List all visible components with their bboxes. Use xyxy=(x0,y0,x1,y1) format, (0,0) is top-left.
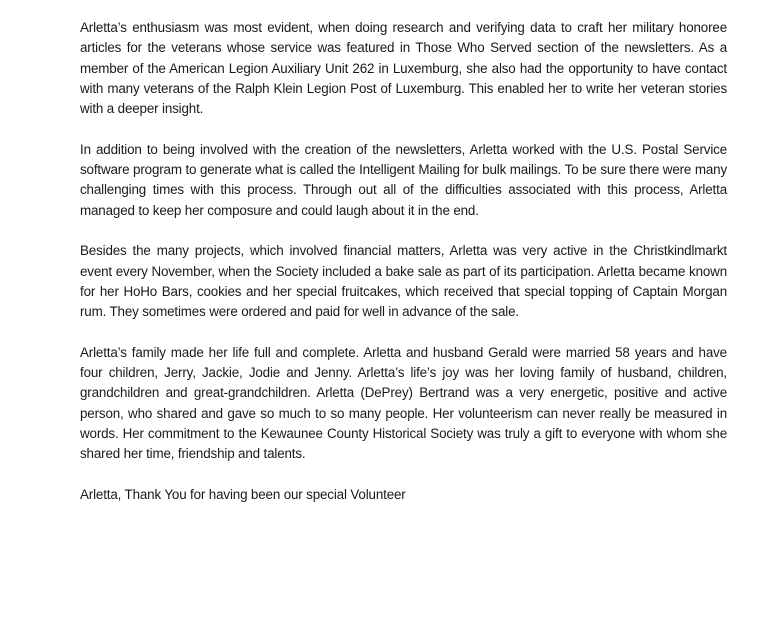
paragraph-christkindlmarkt: Besides the many projects, which involved financial matters, Arletta was very active in the Christkindlmarkt event every November, when the Society included a bake sale as part of its participation. Arletta became known for her HoHo Bars, cookies and her special fruitcakes, which received that special topping of Captain Morgan rum. They sometimes were ordered and paid for well in advance of the sale. xyxy=(80,243,727,320)
paragraph-family: Arletta’s family made her life full and complete. Arletta and husband Gerald were married 58 years and have four children, Jerry, Jackie, Jodie and Jenny. Arletta’s life’s joy was her loving family of husband, children, grandchildren and great-grandchildren. Arletta (DePrey) Bertrand was a very energetic, positive and active person, who shared and gave so much to so many people. Her volunteerism can never really be measured in words. Her commitment to the Kewaunee County Historical Society was truly a gift to everyone with whom she shared her time, friendship and talents. xyxy=(80,344,727,462)
paragraph-research: Arletta’s enthusiasm was most evident, when doing research and verifying data to craft her military honoree articles for the veterans whose service was featured in Those Who Served section of the newsletters. As a member of the American Legion Auxiliary Unit 262 in Luxemburg, she also had the opportunity to have contact with many veterans of the Ralph Klein Legion Post of Luxemburg. This enabled her to write her veteran stories with a deeper insight. xyxy=(80,20,727,117)
document-page xyxy=(80,18,727,505)
paragraph-newsletters: In addition to being involved with the creation of the newsletters, Arletta worked with the U.S. Postal Service software program to generate what is called the Intelligent Mailing for bulk mailings. To be sure there were many challenging times with this process. Through out all of the difficulties associated with this process, Arletta managed to keep her composure and could laugh about it in the end. xyxy=(80,141,727,218)
closing-line: Arletta, Thank You for having been our special Volunteer xyxy=(80,486,406,502)
